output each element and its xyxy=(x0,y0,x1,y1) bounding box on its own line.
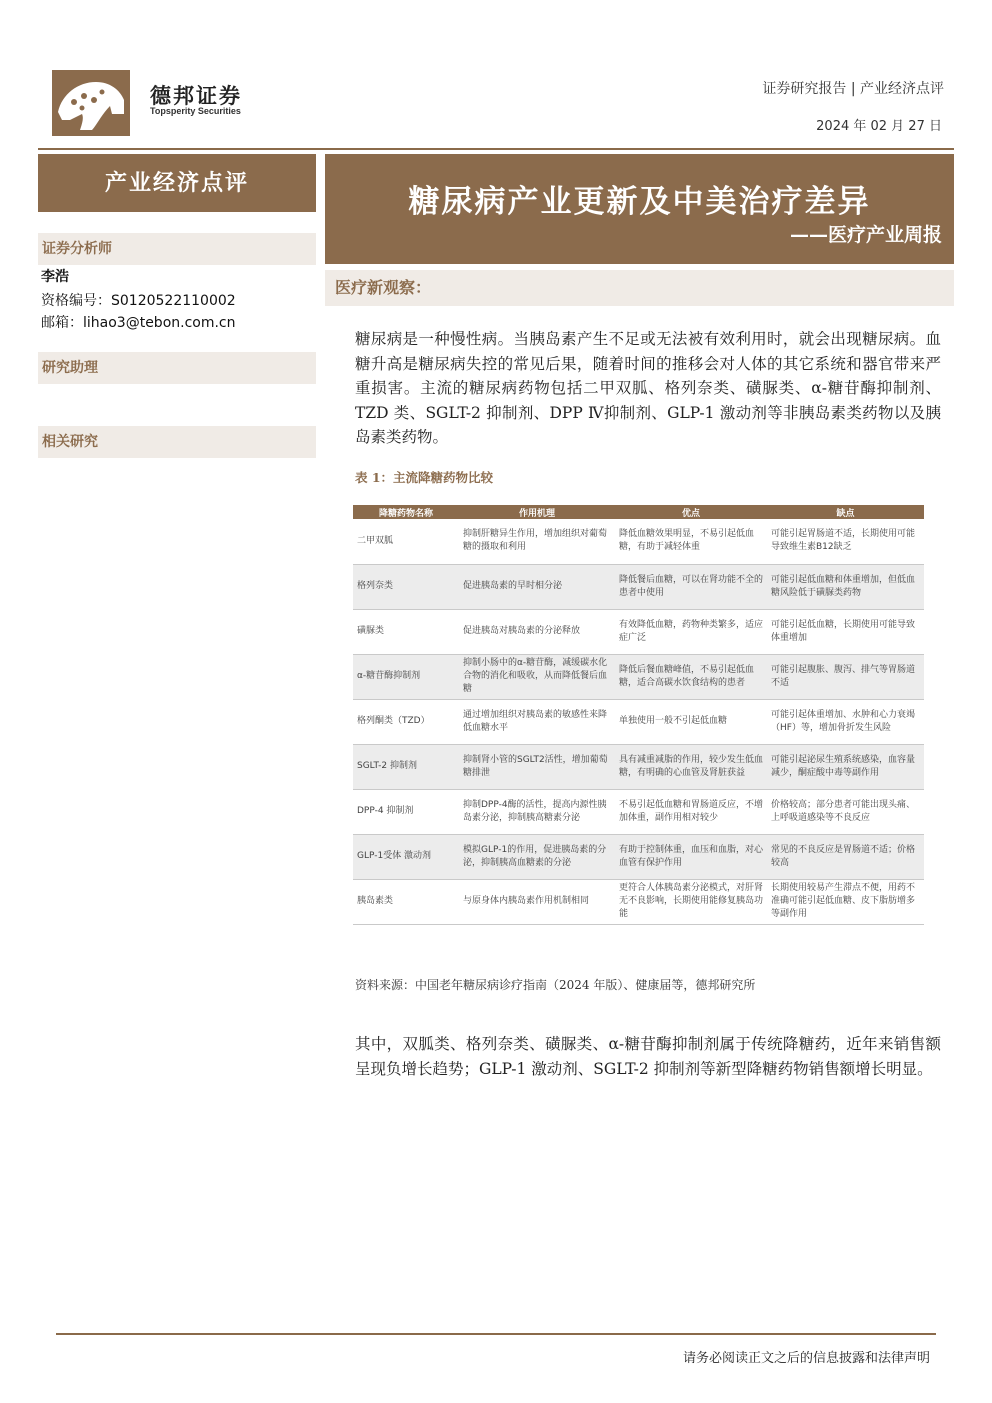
table-caption: 表 1：主流降糖药物比较 xyxy=(355,470,494,485)
body-paragraph-1: 糖尿病是一种慢性病。当胰岛素产生不足或无法被有效利用时，就会出现糖尿病。血糖升高是糖尿病失控的常见后果，随着时间的推移会对人体的其它系统和器官带来严重损害。主流的糖尿病药物包括二甲双胍、格列奈类、磺脲类、α-糖苷酶抑制剂、TZD 类、SGLT-2 抑制剂、DPP Ⅳ抑制剂、GLP-1 激动剂等非胰岛素类药物以及胰岛素类药物。 xyxy=(355,330,941,446)
table-cell: 模拟GLP-1的作用，促进胰岛素的分泌，抑制胰高血糖素的分泌 xyxy=(459,834,615,879)
table-cell: 二甲双胍 xyxy=(353,519,459,564)
table-row xyxy=(353,744,924,789)
table-header: 优点 xyxy=(615,505,767,519)
section-heading: 医疗新观察： xyxy=(325,270,954,306)
table-cell: 更符合人体胰岛素分泌模式，对肝肾无不良影响，长期使用能修复胰岛功能 xyxy=(615,879,767,924)
analyst-heading: 证券分析师 xyxy=(38,233,316,265)
table-cell: 具有减重减脂的作用，较少发生低血糖，有明确的心血管及肾脏获益 xyxy=(615,744,767,789)
table-cell: 可能引起低血糖和体重增加，但低血糖风险低于磺脲类药物 xyxy=(767,564,924,609)
table-cell: 有助于控制体重，血压和血脂，对心血管有保护作用 xyxy=(615,834,767,879)
table-cell: 抑制肾小管的SGLT2活性，增加葡萄糖排泄 xyxy=(459,744,615,789)
analyst-name: 李浩 xyxy=(41,269,69,285)
table-cell: 不易引起低血糖和胃肠道反应，不增加体重，副作用相对较少 xyxy=(615,789,767,834)
table-header-row xyxy=(353,505,924,519)
left-banner: 产业经济点评 xyxy=(38,154,316,212)
footer-divider xyxy=(56,1333,936,1335)
table-cell: 促进胰岛素的早时相分泌 xyxy=(459,564,615,609)
table-cell: 单独使用一般不引起低血糖 xyxy=(615,699,767,744)
table-header: 作用机理 xyxy=(459,505,615,519)
table-cell: 磺脲类 xyxy=(353,609,459,654)
table-source: 资料来源：中国老年糖尿病诊疗指南（2024 年版）、健康届等，德邦研究所 xyxy=(355,978,756,992)
table-row xyxy=(353,879,924,924)
table-cell: 价格较高；部分患者可能出现头痛、上呼吸道感染等不良反应 xyxy=(767,789,924,834)
table-cell: 长期使用较易产生滞点不便，用药不准确可能引起低血糖、皮下脂肪增多等副作用 xyxy=(767,879,924,924)
company-logo xyxy=(52,70,130,136)
table-cell: 抑制小肠中的α-糖苷酶，减缓碳水化合物的消化和吸收，从而降低餐后血糖 xyxy=(459,654,615,699)
table-cell: 促进胰岛对胰岛素的分泌释放 xyxy=(459,609,615,654)
table-row xyxy=(353,609,924,654)
report-date: 2024 年 02 月 27 日 xyxy=(816,119,942,134)
table-cell: 降低血糖效果明显，不易引起低血糖，有助于减轻体重 xyxy=(615,519,767,564)
table-cell: 可能引起泌尿生殖系统感染，血容量减少，酮症酸中毒等副作用 xyxy=(767,744,924,789)
table-cell: 通过增加组织对胰岛素的敏感性来降低血糖水平 xyxy=(459,699,615,744)
table-row xyxy=(353,564,924,609)
report-title: 糖尿病产业更新及中美治疗差异 xyxy=(408,184,871,220)
table-cell: 降低后餐血糖峰值，不易引起低血糖，适合高碳水饮食结构的患者 xyxy=(615,654,767,699)
table-cell: 抑制DPP-4酶的活性，提高内源性胰岛素分泌，抑制胰高糖素分泌 xyxy=(459,789,615,834)
footer-disclaimer: 请务必阅读正文之后的信息披露和法律声明 xyxy=(682,1351,930,1366)
table-row xyxy=(353,654,924,699)
report-type: 证券研究报告 | 产业经济点评 xyxy=(762,81,944,97)
table-cell: 抑制肝糖异生作用，增加组织对葡萄糖的摄取和利用 xyxy=(459,519,615,564)
report-subtitle: ——医疗产业周报 xyxy=(789,224,942,246)
brand-name-en: Topsperity Securities xyxy=(150,106,241,116)
table-cell: 常见的不良反应是胃肠道不适；价格较高 xyxy=(767,834,924,879)
table-row xyxy=(353,519,924,564)
table-cell: α-糖苷酶抑制剂 xyxy=(353,654,459,699)
assistant-heading: 研究助理 xyxy=(38,352,316,384)
title-banner xyxy=(325,154,954,264)
table-cell: 可能引起腹胀、腹泻、排气等胃肠道不适 xyxy=(767,654,924,699)
table-cell: 有效降低血糖，药物种类繁多，适应症广泛 xyxy=(615,609,767,654)
table-row xyxy=(353,699,924,744)
table-cell: GLP-1受体 激动剂 xyxy=(353,834,459,879)
table-header: 降糖药物名称 xyxy=(353,505,459,519)
table-cell: 格列奈类 xyxy=(353,564,459,609)
drug-comparison-table xyxy=(353,505,924,925)
table-header: 缺点 xyxy=(767,505,924,519)
table-cell: 与原身体内胰岛素作用机制相同 xyxy=(459,879,615,924)
header-divider xyxy=(38,148,954,150)
table-cell: SGLT-2 抑制剂 xyxy=(353,744,459,789)
table-cell: 可能引起体重增加、水肿和心力衰竭（HF）等，增加骨折发生风险 xyxy=(767,699,924,744)
analyst-license: 资格编号：S0120522110002 xyxy=(41,293,236,309)
table-row xyxy=(353,834,924,879)
table-cell: 胰岛素类 xyxy=(353,879,459,924)
table-cell: 可能引起低血糖，长期使用可能导致体重增加 xyxy=(767,609,924,654)
table-cell: DPP-4 抑制剂 xyxy=(353,789,459,834)
brand-name-cn: 德邦证券 xyxy=(150,84,242,108)
table-cell: 降低餐后血糖，可以在肾功能不全的患者中使用 xyxy=(615,564,767,609)
table-cell: 可能引起胃肠道不适，长期使用可能导致维生素B12缺乏 xyxy=(767,519,924,564)
related-research-heading: 相关研究 xyxy=(38,426,316,458)
body-paragraph-2: 其中，双胍类、格列奈类、磺脲类、α-糖苷酶抑制剂属于传统降糖药，近年来销售额呈现负增长趋势；GLP-1 激动剂、SGLT-2 抑制剂等新型降糖药物销售额增长明显。 xyxy=(355,1035,941,1078)
table-row xyxy=(353,789,924,834)
table-cell: 格列酮类（TZD） xyxy=(353,699,459,744)
analyst-email[interactable]: 邮箱：lihao3@tebon.com.cn xyxy=(41,315,236,331)
